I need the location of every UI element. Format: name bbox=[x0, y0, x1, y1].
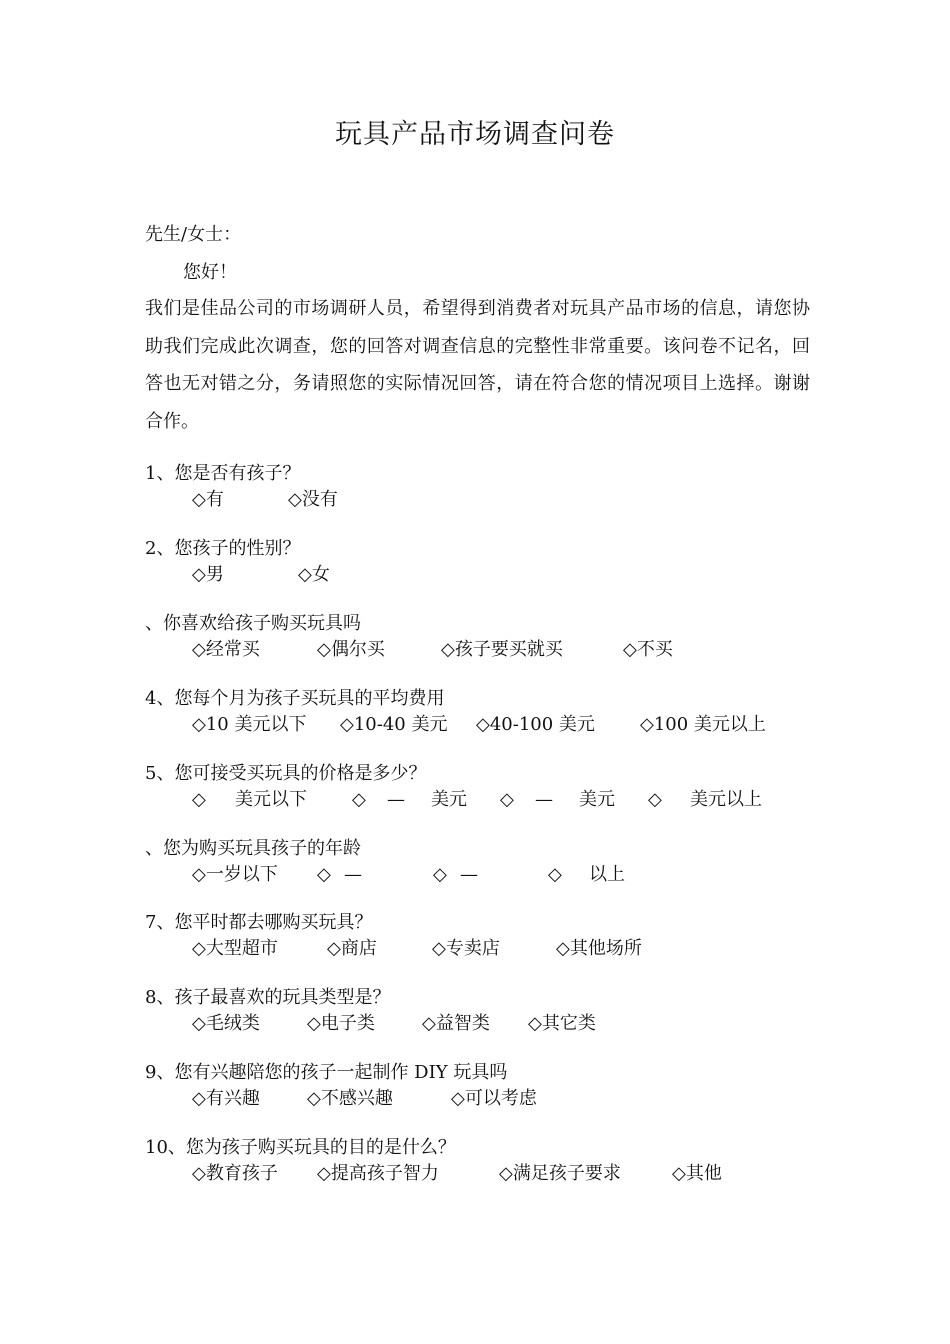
option-supermarket[interactable]: ◇大型超市 bbox=[192, 938, 278, 959]
option-diamond[interactable]: ◇ bbox=[548, 864, 562, 885]
option-under-1[interactable]: ◇一岁以下 bbox=[192, 864, 278, 885]
options-row bbox=[145, 712, 865, 738]
question-text: 10、您为孩子购买玩具的目的是什么？ bbox=[145, 1137, 456, 1158]
option-diamond[interactable]: ◇ bbox=[317, 864, 331, 885]
options-row bbox=[145, 562, 865, 588]
options-row bbox=[145, 936, 865, 962]
options-row bbox=[145, 1086, 865, 1112]
option-dash: — bbox=[344, 864, 362, 885]
option-no[interactable]: ◇没有 bbox=[288, 489, 338, 510]
option-dash: — bbox=[460, 864, 478, 885]
option-never[interactable]: ◇不买 bbox=[623, 639, 673, 660]
options-row bbox=[145, 637, 865, 663]
question-text: 2、您孩子的性别？ bbox=[145, 538, 301, 559]
question-4 bbox=[145, 686, 865, 738]
option-label: 美元 bbox=[431, 789, 467, 810]
option-diamond[interactable]: ◇ bbox=[352, 789, 366, 810]
option-other-type[interactable]: ◇其它类 bbox=[528, 1013, 596, 1034]
option-plush[interactable]: ◇毛绒类 bbox=[192, 1013, 260, 1034]
option-interested[interactable]: ◇有兴趣 bbox=[192, 1088, 260, 1109]
option-other-purpose[interactable]: ◇其他 bbox=[672, 1163, 722, 1184]
option-educational[interactable]: ◇益智类 bbox=[422, 1013, 490, 1034]
option-label: 美元以下 bbox=[235, 789, 307, 810]
question-text: 8、孩子最喜欢的玩具类型是？ bbox=[145, 987, 391, 1008]
option-when-asked[interactable]: ◇孩子要买就买 bbox=[441, 639, 563, 660]
option-not-interested[interactable]: ◇不感兴趣 bbox=[307, 1088, 393, 1109]
option-label: 以上 bbox=[589, 864, 625, 885]
question-3 bbox=[145, 611, 865, 663]
question-7 bbox=[145, 910, 865, 962]
options-row bbox=[145, 787, 865, 813]
option-label: 美元以上 bbox=[690, 789, 762, 810]
option-satisfy-request[interactable]: ◇满足孩子要求 bbox=[499, 1163, 621, 1184]
option-other-place[interactable]: ◇其他场所 bbox=[556, 938, 642, 959]
option-specialty-store[interactable]: ◇专卖店 bbox=[432, 938, 500, 959]
option-electronic[interactable]: ◇电子类 bbox=[307, 1013, 375, 1034]
question-text: 7、您平时都去哪购买玩具？ bbox=[145, 912, 373, 933]
question-8 bbox=[145, 985, 865, 1037]
option-sometimes[interactable]: ◇偶尔买 bbox=[317, 639, 385, 660]
option-education[interactable]: ◇教育孩子 bbox=[192, 1163, 278, 1184]
question-9 bbox=[145, 1060, 865, 1112]
option-label: 美元 bbox=[579, 789, 615, 810]
salutation: 先生/女士： bbox=[145, 224, 242, 245]
option-often[interactable]: ◇经常买 bbox=[192, 639, 260, 660]
option-store[interactable]: ◇商店 bbox=[327, 938, 377, 959]
options-row bbox=[145, 1011, 865, 1037]
question-1 bbox=[145, 461, 865, 513]
option-maybe[interactable]: ◇可以考虑 bbox=[451, 1088, 537, 1109]
question-text: 、您为购买玩具孩子的年龄 bbox=[145, 838, 361, 859]
question-text: 、你喜欢给孩子购买玩具吗 bbox=[145, 613, 361, 634]
question-5 bbox=[145, 761, 865, 813]
question-10 bbox=[145, 1135, 865, 1187]
option-under-10[interactable]: ◇10 美元以下 bbox=[192, 714, 307, 735]
intro-paragraph: 我们是佳品公司的市场调研人员，希望得到消费者对玩具产品市场的信息，请您协助我们完成此次调查，您的回答对调查信息的完整性非常重要。该问卷不记名，回答也无对错之分，务请照您的实际情况回答，请在符合您的情况项目上选择。谢谢合作。 bbox=[145, 298, 810, 432]
option-diamond[interactable]: ◇ bbox=[648, 789, 662, 810]
option-dash: — bbox=[387, 789, 405, 810]
option-diamond[interactable]: ◇ bbox=[433, 864, 447, 885]
question-text: 4、您每个月为孩子买玩具的平均费用 bbox=[145, 688, 445, 709]
question-6 bbox=[145, 836, 865, 888]
option-diamond[interactable]: ◇ bbox=[500, 789, 514, 810]
question-text: 1、您是否有孩子？ bbox=[145, 463, 301, 484]
option-male[interactable]: ◇男 bbox=[192, 564, 224, 585]
options-row bbox=[145, 487, 865, 513]
option-female[interactable]: ◇女 bbox=[298, 564, 330, 585]
option-intelligence[interactable]: ◇提高孩子智力 bbox=[317, 1163, 439, 1184]
option-40-100[interactable]: ◇40-100 美元 bbox=[476, 714, 595, 735]
option-diamond[interactable]: ◇ bbox=[192, 789, 206, 810]
option-yes[interactable]: ◇有 bbox=[192, 489, 224, 510]
hello-text: 您好！ bbox=[183, 262, 237, 283]
options-row bbox=[145, 1161, 865, 1187]
option-over-100[interactable]: ◇100 美元以上 bbox=[640, 714, 766, 735]
question-text: 5、您可接受买玩具的价格是多少？ bbox=[145, 763, 427, 784]
question-2 bbox=[145, 536, 865, 588]
page-title: 玩具产品市场调查问卷 bbox=[335, 119, 615, 150]
option-10-40[interactable]: ◇10-40 美元 bbox=[340, 714, 448, 735]
question-text: 9、您有兴趣陪您的孩子一起制作 DIY 玩具吗 bbox=[145, 1062, 508, 1083]
option-dash: — bbox=[535, 789, 553, 810]
options-row bbox=[145, 862, 865, 888]
